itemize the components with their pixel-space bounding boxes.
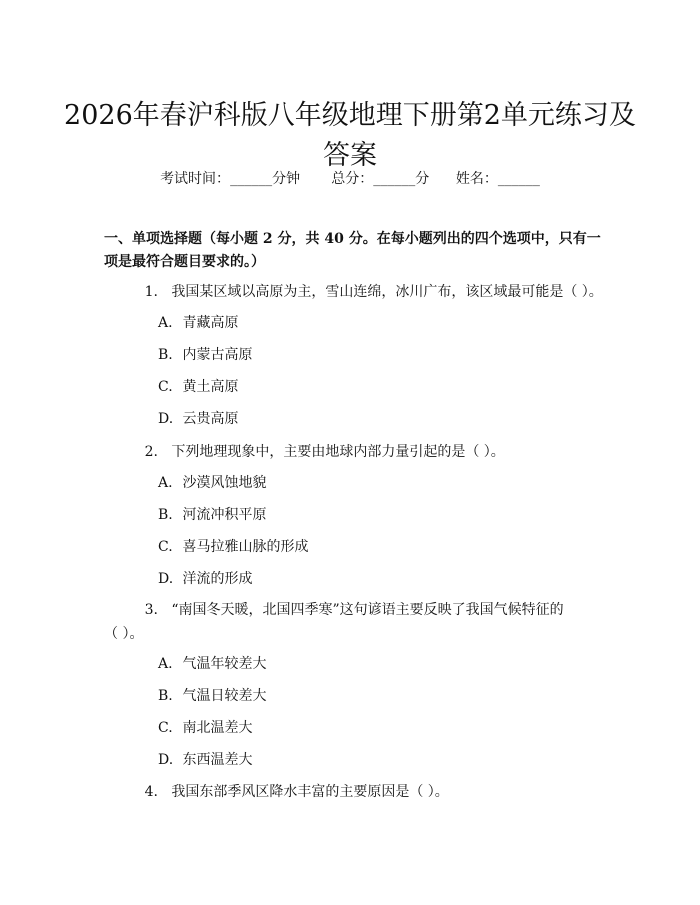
- option-text: 东西温差大: [182, 752, 253, 768]
- question-text: 下列地理现象中，主要由地球内部力量引起的是（ ）。: [171, 444, 505, 460]
- question-3: [104, 598, 564, 646]
- name-label: 姓名：: [455, 171, 498, 187]
- question-text: 我国某区域以高原为主，雪山连绵，冰川广布，该区域最可能是（ ）。: [171, 284, 603, 300]
- option-letter: B.: [158, 688, 173, 704]
- document-title: 2026年春沪科版八年级地理下册第2单元练习及答案: [64, 100, 636, 172]
- option-text: 河流冲积平原: [182, 507, 267, 523]
- time-blank: ______: [230, 171, 273, 187]
- option-letter: C.: [158, 379, 173, 395]
- question-text: “南国冬天暖，北国四季寒”这句谚语主要反映了我国气候特征的（ ）。: [104, 602, 564, 642]
- score-blank: ______: [373, 171, 416, 187]
- option-letter: D.: [158, 571, 174, 587]
- time-label: 考试时间：: [160, 171, 231, 187]
- option-2a: [158, 473, 266, 493]
- option-1c: [158, 377, 238, 397]
- option-2b: [158, 505, 266, 525]
- option-text: 青藏高原: [182, 315, 239, 331]
- option-text: 喜马拉雅山脉的形成: [182, 539, 309, 555]
- option-1b: [158, 345, 252, 365]
- option-text: 气温日较差大: [182, 688, 267, 704]
- question-4: [104, 780, 609, 804]
- option-text: 黄土高原: [182, 379, 239, 395]
- option-3a: [158, 654, 266, 674]
- option-1a: [158, 313, 238, 333]
- option-text: 云贵高原: [182, 411, 239, 427]
- question-1: [104, 280, 609, 304]
- question-2: [104, 440, 609, 464]
- option-text: 沙漠风蚀地貌: [182, 475, 267, 491]
- option-3d: [158, 750, 252, 770]
- score-label: 总分：: [331, 171, 374, 187]
- option-text: 内蒙古高原: [182, 347, 253, 363]
- option-letter: D.: [158, 752, 174, 768]
- question-number: 4.: [144, 784, 158, 800]
- option-3c: [158, 718, 252, 738]
- option-text: 南北温差大: [182, 720, 253, 736]
- option-letter: A.: [158, 315, 173, 331]
- option-3b: [158, 686, 266, 706]
- score-unit: 分: [415, 171, 430, 187]
- question-number: 2.: [144, 444, 158, 460]
- option-2c: [158, 537, 308, 557]
- question-number: 3.: [144, 602, 158, 618]
- option-letter: A.: [158, 656, 173, 672]
- option-2d: [158, 569, 252, 589]
- option-letter: B.: [158, 347, 173, 363]
- option-letter: C.: [158, 720, 173, 736]
- time-unit: 分钟: [272, 171, 301, 187]
- option-text: 洋流的形成: [182, 571, 253, 587]
- option-1d: [158, 409, 238, 429]
- question-text: 我国东部季风区降水丰富的主要原因是（ ）。: [171, 784, 449, 800]
- section-heading: 一、单项选择题（每小题 2 分，共 40 分。在每小题列出的四个选项中，只有一项是最符合题目要求的。）: [104, 231, 601, 270]
- exam-info: [0, 168, 700, 188]
- option-letter: B.: [158, 507, 173, 523]
- question-number: 1.: [144, 284, 158, 300]
- option-text: 气温年较差大: [182, 656, 267, 672]
- option-letter: A.: [158, 475, 173, 491]
- option-letter: C.: [158, 539, 173, 555]
- option-letter: D.: [158, 411, 174, 427]
- name-blank: ______: [497, 171, 540, 187]
